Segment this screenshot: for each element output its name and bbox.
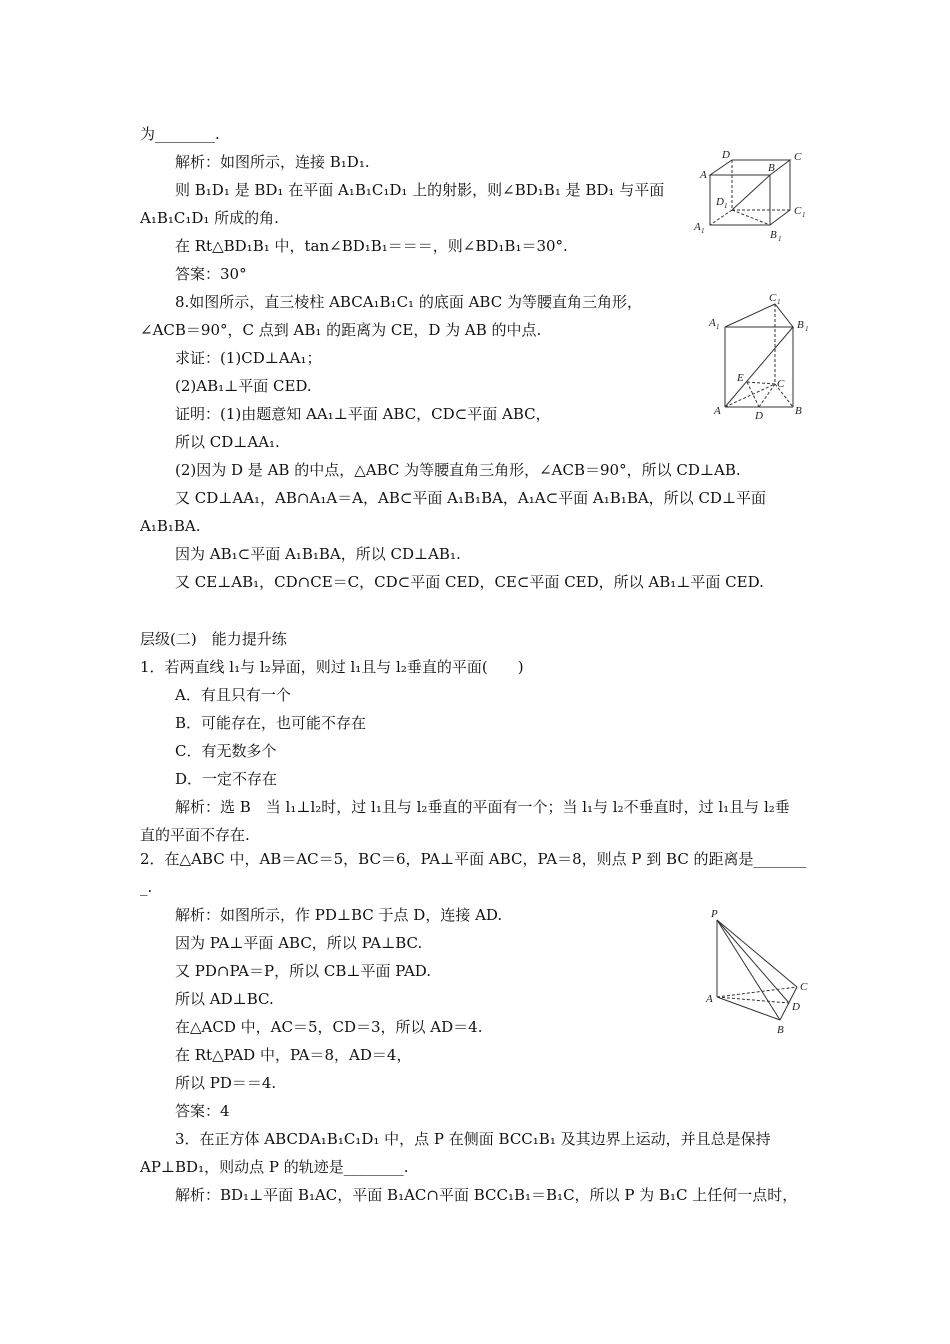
prism-label-d: D [755, 410, 763, 422]
cube-label-d: D [722, 150, 730, 161]
text-line: 解析：如图所示，作 PD⊥BC 于点 D，连接 AD. [175, 906, 503, 924]
text-line: A₁B₁C₁D₁ 所成的角. [140, 209, 279, 227]
text-line: (2)因为 D 是 AB 的中点，△ABC 为等腰直角三角形，∠ACB＝90°，所以 CD⊥AB. [175, 461, 741, 479]
prism-label-b: B [795, 405, 802, 417]
prism-label-a1-sub: 1 [716, 323, 720, 331]
text-line: D．一定不存在 [175, 770, 278, 788]
text-line: A．有且只有一个 [175, 686, 291, 704]
text-line: 所以 PD＝＝4. [175, 1074, 277, 1092]
pyramid-label-a: A [706, 993, 713, 1005]
prism-label-a1: A [709, 317, 716, 329]
prism-label-b1-sub: 1 [805, 325, 809, 333]
text-line: ∠ACB＝90°，C 点到 AB₁ 的距离为 CE，D 为 AB 的中点. [140, 321, 542, 339]
text-line: 解析：BD₁⊥平面 B₁AC，平面 B₁AC∩平面 BCC₁B₁＝B₁C，所以 P 为 B₁C 上任何一点时， [175, 1186, 798, 1204]
pyramid-figure [705, 905, 820, 1035]
text-line: 答案：30° [175, 265, 247, 283]
text-line: B．可能存在，也可能不存在 [175, 714, 367, 732]
text-line: 3．在正方体 ABCDA₁B₁C₁D₁ 中，点 P 在侧面 BCC₁B₁ 及其边界上运动，并且总是保持 [175, 1130, 771, 1148]
text-line: 在 Rt△BD₁B₁ 中，tan∠BD₁B₁＝＝＝，则∠BD₁B₁＝30°. [175, 237, 568, 255]
text-line: 在△ACD 中，AC＝5，CD＝3，所以 AD＝4. [175, 1018, 483, 1036]
text-line: 又 CD⊥AA₁，AB∩A₁A＝A，AB⊂平面 A₁B₁BA，A₁A⊂平面 A₁B₁BA，所以 CD⊥平面 [175, 489, 767, 507]
text-line: 1．若两直线 l₁与 l₂异面，则过 l₁且与 l₂垂直的平面( ) [140, 658, 524, 676]
pyramid-label-c: C [800, 981, 808, 993]
cube-label-c: C [794, 151, 802, 163]
cube-label-a: A [700, 169, 707, 181]
prism-label-b1: B [797, 319, 804, 331]
text-line: (2)AB₁⊥平面 CED. [175, 377, 312, 395]
prism-label-a: A [714, 405, 721, 417]
cube-label-b1-sub: 1 [778, 235, 782, 243]
prism-label-c1-sub: 1 [777, 298, 781, 306]
cube-label-d1-sub: 1 [724, 202, 728, 210]
text-line: 所以 AD⊥BC. [175, 990, 274, 1008]
text-line: 解析：选 B 当 l₁⊥l₂时，过 l₁且与 l₂垂直的平面有一个；当 l₁与 l₂不垂直时，过 l₁且与 l₂垂 [175, 798, 790, 816]
cube-label-c1-sub: 1 [802, 211, 806, 219]
cube-label-a1: A [694, 221, 701, 233]
pyramid-label-p: P [711, 908, 718, 920]
text-line: 又 CE⊥AB₁，CD∩CE＝C，CD⊂平面 CED，CE⊂平面 CED，所以 AB₁⊥平面 CED. [175, 573, 764, 591]
cube-label-b: B [768, 162, 775, 174]
text-line: 层级(二) 能力提升练 [140, 630, 287, 648]
prism-label-c1: C [769, 292, 777, 304]
text-line: 则 B₁D₁ 是 BD₁ 在平面 A₁B₁C₁D₁ 上的射影，则∠BD₁B₁ 是 BD₁ 与平面 [175, 181, 665, 199]
text-line: 因为 AB₁⊂平面 A₁B₁BA，所以 CD⊥AB₁. [175, 545, 461, 563]
text-line: C．有无数多个 [175, 742, 277, 760]
pyramid-label-b: B [777, 1024, 784, 1035]
text-line: 因为 PA⊥平面 ABC，所以 PA⊥BC. [175, 934, 423, 952]
cube-figure [690, 150, 820, 245]
cube-label-c1: C [794, 205, 802, 217]
text-line: 直的平面不存在. [140, 826, 250, 844]
text-line: 为________. [140, 125, 220, 143]
text-line: 解析：如图所示，连接 B₁D₁. [175, 153, 370, 171]
cube-label-a1-sub: 1 [701, 227, 705, 235]
pyramid-label-d: D [792, 1001, 800, 1013]
text-line: A₁B₁BA. [140, 517, 201, 535]
prism-figure [705, 292, 820, 422]
text-line: 8.如图所示，直三棱柱 ABCA₁B₁C₁ 的底面 ABC 为等腰直角三角形， [175, 293, 642, 311]
prism-label-c: C [777, 378, 785, 390]
text-line: 证明：(1)由题意知 AA₁⊥平面 ABC，CD⊂平面 ABC， [175, 405, 551, 423]
prism-label-e: E [737, 372, 744, 384]
text-line: 在 Rt△PAD 中，PA＝8，AD＝4， [175, 1046, 412, 1064]
text-line: 所以 CD⊥AA₁. [175, 433, 280, 451]
cube-label-d1: D [716, 196, 724, 208]
text-line: 求证：(1)CD⊥AA₁； [175, 349, 322, 367]
text-line: 2．在△ABC 中，AB＝AC＝5，BC＝6，PA⊥平面 ABC，PA＝8，则点 P 到 BC 的距离是_______ [140, 850, 807, 868]
text-line: 又 PD∩PA＝P，所以 CB⊥平面 PAD. [175, 962, 432, 980]
text-line: _. [140, 878, 153, 896]
cube-label-b1: B [770, 229, 777, 241]
text-line: 答案：4 [175, 1102, 230, 1120]
text-line: AP⊥BD₁，则动点 P 的轨迹是________. [140, 1158, 409, 1176]
